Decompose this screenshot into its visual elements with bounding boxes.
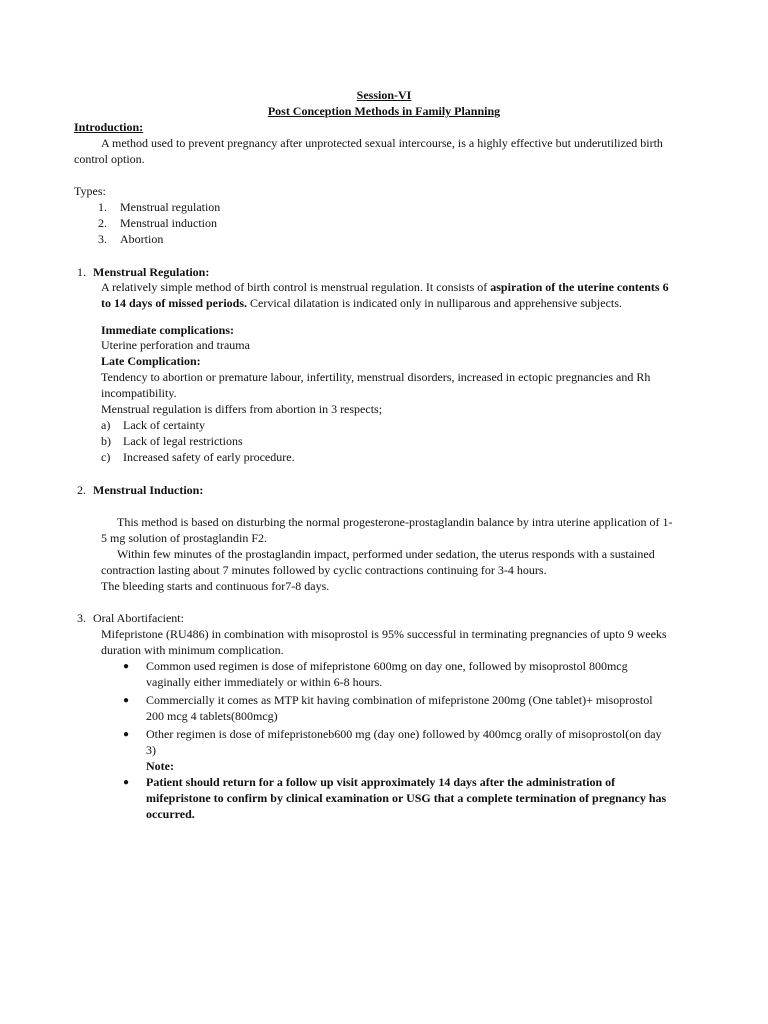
intro-heading: Introduction: bbox=[74, 120, 144, 134]
s2-paragraph2-line1: Within few minutes of the prostaglandin impact, performed under sedation, the uterus responds with a sustained bbox=[117, 547, 655, 561]
bullet-icon: ● bbox=[123, 695, 130, 706]
respect-item: Increased safety of early procedure. bbox=[123, 450, 295, 464]
note-line2: mifepristone to confirm by clinical examination or USG that a complete termination of pregnancy has bbox=[146, 791, 667, 805]
s2-paragraph2-line2: contraction lasting about 7 minutes followed by cyclic contractions continuing for 3-4 hours. bbox=[101, 563, 547, 577]
respect-letter: c) bbox=[101, 450, 111, 464]
note-line3: occurred. bbox=[146, 807, 195, 821]
session-title: Session-VI bbox=[356, 88, 412, 102]
types-item-num: 1. bbox=[98, 200, 107, 214]
late-complication-line2: incompatibility. bbox=[101, 386, 177, 400]
bullet-item-line1: Commercially it comes as MTP kit having combination of mifepristone 200mg (One tablet)+ misoprostol bbox=[146, 693, 653, 707]
bullet-icon: ● bbox=[123, 777, 130, 788]
s2-paragraph1-line2: 5 mg solution of prostaglandin F2. bbox=[101, 531, 267, 545]
bullet-icon: ● bbox=[123, 729, 130, 740]
bullet-item-line2: 200 mcg 4 tablets(800mcg) bbox=[146, 709, 278, 723]
s3-paragraph-line1: Mifepristone (RU486) in combination with misoprostol is 95% successful in terminating pregnancies of upto 9 weeks bbox=[101, 627, 667, 641]
section-number: 1. bbox=[77, 265, 86, 279]
s2-paragraph3: The bleeding starts and continuous for7-8 days. bbox=[101, 579, 330, 593]
immediate-complications-heading: Immediate complications: bbox=[101, 323, 234, 337]
types-item-num: 2. bbox=[98, 216, 107, 230]
bullet-item-line2: vaginally either immediately or within 6-8 hours. bbox=[146, 675, 383, 689]
section-heading-menstrual-regulation: Menstrual Regulation: bbox=[93, 265, 210, 279]
s3-paragraph-line2: duration with minimum complication. bbox=[101, 643, 284, 657]
respect-letter: a) bbox=[101, 418, 111, 432]
differs-text: Menstrual regulation is differs from abortion in 3 respects; bbox=[101, 402, 383, 416]
types-item: Abortion bbox=[120, 232, 164, 246]
bullet-item-line1: Common used regimen is dose of mifepristone 600mg on day one, followed by misoprostol 800mcg bbox=[146, 659, 628, 673]
types-item: Menstrual induction bbox=[120, 216, 217, 230]
late-complication-heading: Late Complication: bbox=[101, 354, 201, 368]
s2-paragraph1-line1: This method is based on disturbing the normal progesterone-prostaglandin balance by intra uterine application of 1- bbox=[117, 515, 673, 529]
page-title: Post Conception Methods in Family Planning bbox=[267, 104, 501, 118]
types-item-num: 3. bbox=[98, 232, 107, 246]
section-number: 2. bbox=[77, 483, 86, 497]
respect-item: Lack of legal restrictions bbox=[123, 434, 243, 448]
late-complication-line1: Tendency to abortion or premature labour, infertility, menstrual disorders, increased in ectopic pregnancies and Rh bbox=[101, 370, 651, 384]
section-number: 3. bbox=[77, 611, 86, 625]
note-line1: Patient should return for a follow up visit approximately 14 days after the administration of bbox=[146, 775, 616, 789]
bullet-item-line1: Other regimen is dose of mifepristoneb600 mg (day one) followed by 400mcg orally of misoprostol(on day bbox=[146, 727, 662, 741]
note-label: Note: bbox=[146, 759, 174, 773]
intro-text-line1: A method used to prevent pregnancy after unprotected sexual intercourse, is a highly effective but underutilized birth bbox=[101, 136, 663, 150]
immediate-complications-text: Uterine perforation and trauma bbox=[101, 338, 250, 352]
respect-letter: b) bbox=[101, 434, 111, 448]
respect-item: Lack of certainty bbox=[123, 418, 205, 432]
types-item: Menstrual regulation bbox=[120, 200, 221, 214]
bullet-item-line2: 3) bbox=[146, 743, 156, 757]
section-heading-oral-abortifacient: Oral Abortifacient: bbox=[93, 611, 184, 625]
types-label: Types: bbox=[74, 184, 106, 198]
s1-paragraph-line1: A relatively simple method of birth control is menstrual regulation. It consists of aspiration of the uterine contents 6 bbox=[101, 280, 669, 294]
s1-paragraph-line2: to 14 days of missed periods. Cervical dilatation is indicated only in nulliparous and apprehensive subjects. bbox=[101, 296, 622, 310]
intro-text-line2: control option. bbox=[74, 152, 145, 166]
section-heading-menstrual-induction: Menstrual Induction: bbox=[93, 483, 204, 497]
bullet-icon: ● bbox=[123, 661, 130, 672]
